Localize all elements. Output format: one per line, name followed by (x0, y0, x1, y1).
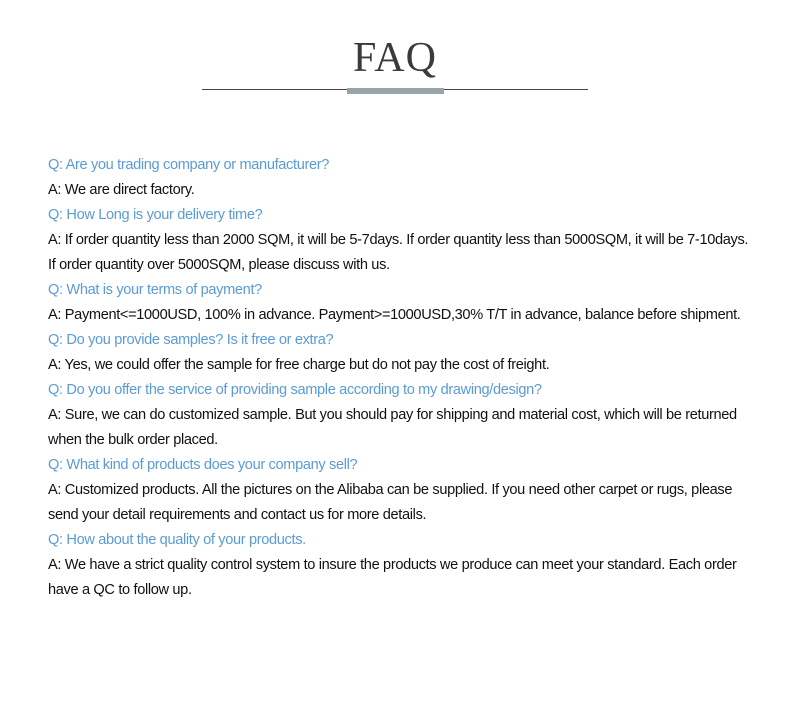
faq-answer-line: A: Yes, we could offer the sample for free charge but do not pay the cost of freight. (48, 357, 550, 373)
faq-question: Q: What kind of products does your company sell? (48, 457, 358, 473)
faq-question: Q: How about the quality of your products. (48, 532, 306, 548)
faq-answer-line: A: If order quantity less than 2000 SQM, it will be 5-7days. If order quantity less than 5000SQM, it will be 7-10days. (48, 232, 749, 248)
title-accent-bar (347, 88, 444, 94)
faq-item (48, 328, 768, 378)
faq-answer-line: when the bulk order placed. (48, 432, 218, 448)
faq-item (48, 528, 768, 603)
faq-list (48, 153, 768, 603)
faq-question: Q: How Long is your delivery time? (48, 207, 263, 223)
faq-item (48, 453, 768, 528)
faq-answer-line: A: We are direct factory. (48, 182, 195, 198)
faq-question: Q: Do you offer the service of providing sample according to my drawing/design? (48, 382, 542, 398)
faq-question: Q: Do you provide samples? Is it free or extra? (48, 332, 334, 348)
faq-question: Q: What is your terms of payment? (48, 282, 262, 298)
faq-item (48, 378, 768, 453)
faq-answer-line: have a QC to follow up. (48, 582, 192, 598)
faq-answer-line: A: Payment<=1000USD, 100% in advance. Payment>=1000USD,30% T/T in advance, balance before shipment. (48, 307, 741, 323)
faq-answer-line: A: We have a strict quality control system to insure the products we produce can meet your standard. Each order (48, 557, 737, 573)
faq-answer-line: If order quantity over 5000SQM, please discuss with us. (48, 257, 390, 273)
faq-question: Q: Are you trading company or manufacturer? (48, 157, 330, 173)
page-title: FAQ (353, 35, 437, 81)
faq-item (48, 153, 768, 203)
faq-answer-line: send your detail requirements and contact us for more details. (48, 507, 427, 523)
faq-item (48, 278, 768, 328)
faq-answer-line: A: Sure, we can do customized sample. But you should pay for shipping and material cost, which will be returned (48, 407, 737, 423)
faq-answer-line: A: Customized products. All the pictures on the Alibaba can be supplied. If you need other carpet or rugs, please (48, 482, 733, 498)
faq-item (48, 203, 768, 278)
